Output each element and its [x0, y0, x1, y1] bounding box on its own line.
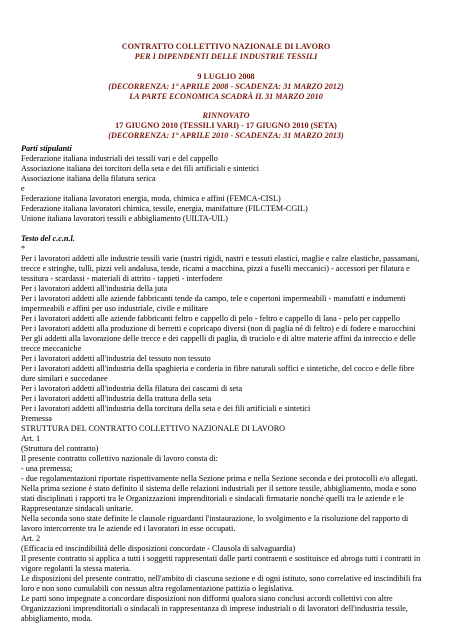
- renewal-validity-line: (DECORRENZA: 1° APRILE 2010 - SCADENZA: 31 MARZO 2013): [108, 131, 344, 140]
- text-line: Per i lavoratori addetti all'industria della spaghieria e corderia in fibre naturali soffici e sintetiche, del cocco e delle fibre: [21, 364, 415, 373]
- text-line: Le parti sono impegnate a concordare disposizioni non difformi qualora siano conclusi accordi collettivi con altre: [21, 594, 393, 603]
- text-line: dure similari e succedanee: [21, 374, 108, 383]
- text-line: - due regolamentazioni riportate rispettivamente nella Sezione prima e nella Sezione seconda e dei protocolli e/o allegati.: [21, 474, 418, 483]
- text-line: impermeabili e affini per uso industriale, civile e militare: [21, 304, 208, 313]
- text-line: tessitura - scardassi - materiali di attrito - tappeti - interfodere: [21, 274, 223, 283]
- text-line: Il presente contratto si applica a tutti i soggetti rappresentati dalle parti contraenti e sostituisce ed abroga tutti i contratti in: [21, 554, 421, 563]
- text-line: Nella prima sezione è stato definito il sistema delle relazioni industriali per il settore tessile, abbigliamento, moda e sono: [21, 484, 417, 493]
- text-line: Per gli addetti alla lavorazione delle trecce e dei cappelli di paglia, di truciolo e di altre materie affini da intreccio e delle: [21, 334, 416, 343]
- date-block: [0, 72, 452, 102]
- validity-line: (DECORRENZA: 1° APRILE 2008 - SCADENZA: 31 MARZO 2012): [108, 82, 344, 91]
- economic-expiry-line: LA PARTE ECONOMICA SCADRÀ IL 31 MARZO 2010: [129, 92, 323, 101]
- text-line: Per i lavoratori addetti all'industria della torcitura della seta e dei fili artificiali e sintetici: [21, 404, 311, 413]
- text-line: stati disciplinati i rapporti tra le Organizzazioni imprenditoriali e sindacali firmatarie nonché quelli tra le aziende e le: [21, 494, 404, 503]
- text-line: lavoro intercorrente tra le aziende ed i lavoratori in esse occupati.: [21, 524, 236, 533]
- parti-line: Federazione italiana lavoratori energia, moda, chimica e affini (FEMCA-CISL): [21, 194, 281, 203]
- document-body: [21, 144, 437, 624]
- text-line: Rappresentanze sindacali unitarie.: [21, 504, 134, 513]
- text-line: Organizzazioni imprenditoriali o sindacali in rappresentanza di imprese industriali o di lavoratori dell'industria tessile,: [21, 604, 408, 613]
- text-line: Nella seconda sono state definite le clausole riguardanti l'instaurazione, lo svolgimento e la risoluzione del rapporto di: [21, 514, 409, 523]
- text-line: Premessa: [21, 414, 52, 423]
- text-line: Per i lavoratori addetti all'industria della trattura della seta: [21, 394, 212, 403]
- text-line: (Struttura del contratto): [21, 444, 99, 453]
- parti-line: Unione italiana lavoratori tessili e abbigliamento (UILTA-UIL): [21, 214, 228, 223]
- text-line: Per i lavoratori addetti alle aziende fabbricanti feltro e cappello di pelo - feltro e cappello di lana - pelo per cappello: [21, 314, 400, 323]
- text-line: Per i lavoratori addetti all'industria della filatura dei cascami di seta: [21, 384, 243, 393]
- section-heading-testo: Testo del c.c.n.l.: [21, 234, 75, 243]
- text-line: (Efficacia ed inscindibilità delle disposizioni concordate - Clausola di salvaguardia): [21, 544, 296, 553]
- text-line: loro e non sono cumulabili con nessun altra regolamentazione pattizia o legislativa.: [21, 584, 294, 593]
- parti-line: Federazione italiana industriali dei tessili vari e del cappello: [21, 154, 218, 163]
- text-line: STRUTTURA DEL CONTRATTO COLLETTIVO NAZIONALE DI LAVORO: [21, 424, 286, 433]
- parti-line: Associazione italiana dei torcitori della seta e dei fili artificiali e sintetici: [21, 164, 260, 173]
- text-line: vigore regolanti la stessa materia.: [21, 564, 131, 573]
- parti-line: e: [21, 184, 25, 193]
- text-line: Per i lavoratori addetti all'industria della juta: [21, 284, 168, 293]
- date-line: 9 LUGLIO 2008: [197, 72, 255, 81]
- title-block: [0, 42, 452, 62]
- parti-list: [21, 154, 437, 224]
- renewal-date-line: 17 GIUGNO 2010 (TESSILI VARI) - 17 GIUGNO 2010 (SETA): [115, 121, 337, 130]
- text-line: Art. 1: [21, 434, 41, 443]
- text-line: Per i lavoratori addetti alla produzione di berretti e copricapo diversi (non di paglia né di feltro) e di fodere e marocchini: [21, 324, 416, 333]
- parti-line: Federazione italiana lavoratori chimica, tessile, energia, manifatture (FILCTEM-CGIL): [21, 204, 308, 213]
- renewal-label: RINNOVATO: [202, 111, 250, 120]
- title-line: CONTRATTO COLLETTIVO NAZIONALE DI LAVORO: [121, 42, 331, 51]
- text-line: Art. 2: [21, 534, 41, 543]
- text-line: abbigliamento, moda.: [21, 614, 93, 623]
- subtitle-line: PER I DIPENDENTI DELLE INDUSTRIE TESSILI: [134, 52, 318, 61]
- text-line: Per i lavoratori addetti alle industrie tessili varie (nastri rigidi, nastri e tessuti elastici, maglie e calze elastiche, passamani,: [21, 254, 420, 263]
- section-heading-parti: Parti stipulanti: [21, 144, 72, 153]
- text-line: Le disposizioni del presente contratto, nell'ambito di ciascuna sezione e di ogni istituto, sono correlative ed inscindibili fra: [21, 574, 422, 583]
- text-line: trecce e stringhe, tulli, pizzi veli andalusa, tende, ricami a macchina, pizzi a fuselli meccanici) - accessori per filatura e: [21, 264, 410, 273]
- text-line: - una premessa;: [21, 464, 73, 473]
- text-line: Per i lavoratori addetti all'industria del tessuto non tessuto: [21, 354, 211, 363]
- renewal-block: [0, 111, 452, 141]
- text-line: *: [21, 244, 26, 253]
- testo-body: [21, 244, 437, 624]
- parti-line: Associazione italiana della filatura serica: [21, 174, 156, 183]
- text-line: trecce meccaniche: [21, 344, 82, 353]
- text-line: Il presente contratto collettivo nazionale di lavoro consta di:: [21, 454, 218, 463]
- text-line: Per i lavoratori addetti alle aziende fabbricanti tende da campo, tele e copertoni impermeabili - manufatti e indumenti: [21, 294, 406, 303]
